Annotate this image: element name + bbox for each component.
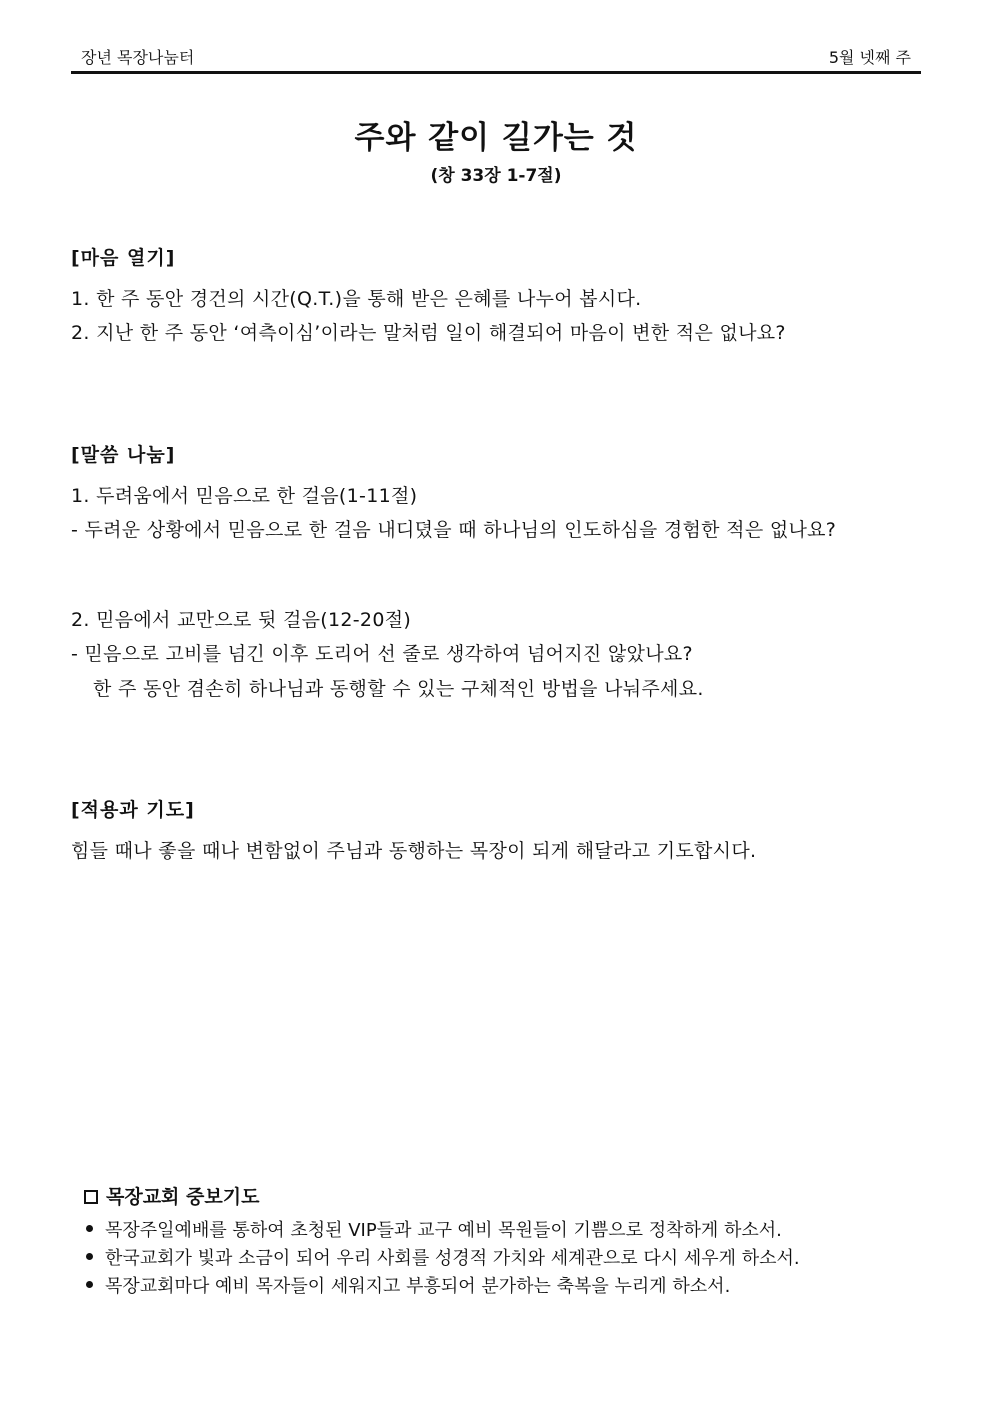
sermon-title: 주와 같이 길가는 것 bbox=[354, 120, 638, 156]
bullet-icon bbox=[86, 1225, 93, 1232]
intercession-item bbox=[84, 1272, 730, 1298]
page-header bbox=[71, 40, 921, 74]
scripture-reference: (창 33장 1-7절) bbox=[430, 166, 562, 186]
section-heading-application-prayer: [적용과 기도] bbox=[71, 799, 195, 821]
bullet-icon bbox=[86, 1281, 93, 1288]
intercession-item-text: 한국교회가 빛과 소금이 되어 우리 사회를 성경적 가치와 세계관으로 다시 세우게 하소서. bbox=[105, 1248, 800, 1269]
header-week: 5월 넷째 주 bbox=[828, 48, 911, 67]
intercession-item bbox=[84, 1244, 800, 1270]
intercession-heading bbox=[84, 1182, 259, 1209]
open-heart-question-2: 2. 지난 한 주 동안 ‘여측이심’이라는 말처럼 일이 해결되어 마음이 변한 적은 없나요? bbox=[71, 322, 786, 344]
intercession-heading-label: 목장교회 중보기도 bbox=[106, 1186, 260, 1208]
word-point-2-title: 2. 믿음에서 교만으로 뒷 걸음(12-20절) bbox=[71, 609, 412, 631]
word-point-1-title: 1. 두려움에서 믿음으로 한 걸음(1-11절) bbox=[71, 485, 418, 507]
section-heading-open-heart: [마음 열기] bbox=[71, 247, 176, 269]
header-group-name: 장년 목장나눔터 bbox=[81, 48, 195, 67]
intercession-item-text: 목장주일예배를 통하여 초청된 VIP들과 교구 예비 목원들이 기쁨으로 정착하게 하소서. bbox=[105, 1220, 782, 1241]
intercession-item bbox=[84, 1216, 782, 1242]
open-heart-question-1: 1. 한 주 동안 경건의 시간(Q.T.)을 통해 받은 은혜를 나누어 봅시다. bbox=[71, 288, 642, 310]
word-point-2-question-1: - 믿음으로 고비를 넘긴 이후 도리어 선 줄로 생각하여 넘어지진 않았나요? bbox=[71, 643, 693, 665]
application-prayer-text: 힘들 때나 좋을 때나 변함없이 주님과 동행하는 목장이 되게 해달라고 기도합시다. bbox=[71, 840, 757, 862]
word-point-1-question: - 두려운 상황에서 믿음으로 한 걸음 내디뎠을 때 하나님의 인도하심을 경험한 적은 없나요? bbox=[71, 519, 837, 541]
checkbox-icon bbox=[84, 1190, 98, 1204]
section-heading-word-sharing: [말씀 나눔] bbox=[71, 444, 176, 466]
bullet-icon bbox=[86, 1253, 93, 1260]
intercession-item-text: 목장교회마다 예비 목자들이 세워지고 부흥되어 분가하는 축복을 누리게 하소서. bbox=[105, 1276, 731, 1297]
word-point-2-question-2: 한 주 동안 겸손히 하나님과 동행할 수 있는 구체적인 방법을 나눠주세요. bbox=[93, 678, 704, 700]
